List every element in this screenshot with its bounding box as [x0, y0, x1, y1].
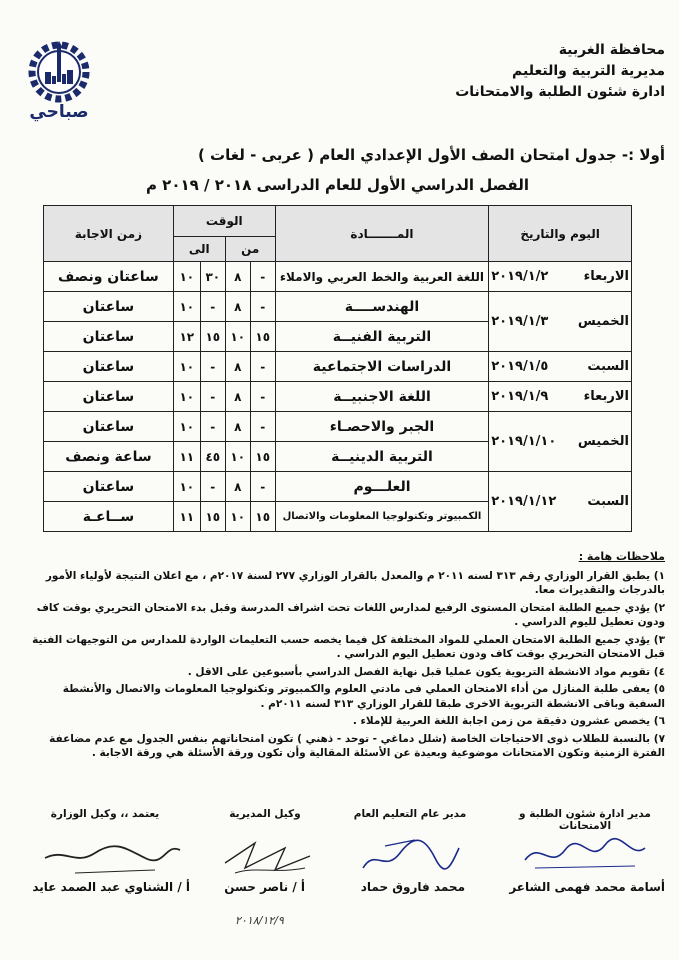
subject-cell: الدراسات الاجتماعية: [275, 352, 489, 382]
duration-cell: ساعتان ونصف: [44, 262, 174, 292]
day-label: الخميس: [577, 434, 629, 449]
from-minute: -: [250, 472, 275, 502]
subject-cell: اللغة الاجنبيــة: [275, 382, 489, 412]
subject-cell: العلـــوم: [275, 472, 489, 502]
to-minute: ١٥: [200, 322, 225, 352]
to-hour: ١٠: [173, 292, 200, 322]
to-hour: ١٠: [173, 472, 200, 502]
day-date-cell: [489, 382, 632, 412]
table-row: [44, 382, 632, 412]
to-minute: -: [200, 352, 225, 382]
from-hour: ١٠: [225, 322, 250, 352]
from-minute: -: [250, 292, 275, 322]
day-date-cell: [489, 412, 632, 472]
date-label: ٢٠١٩/١/١٠: [491, 434, 557, 449]
header-time: الوقت: [173, 206, 275, 237]
duration-cell: ســاعـة: [44, 502, 174, 532]
from-hour: ٨: [225, 382, 250, 412]
notes-section: [30, 550, 665, 764]
from-minute: ١٥: [250, 502, 275, 532]
day-date-cell: [489, 292, 632, 352]
date-label: ٢٠١٩/١/٣: [491, 314, 549, 329]
table-row: [44, 262, 632, 292]
header-to: الى: [173, 237, 225, 262]
header-day-date: اليوم والتاريخ: [489, 206, 632, 262]
header-subject: المـــــــادة: [275, 206, 489, 262]
subject-cell: الجبر والاحصـاء: [275, 412, 489, 442]
from-minute: -: [250, 382, 275, 412]
day-label: الخميس: [577, 314, 629, 329]
day-date-cell: [489, 262, 632, 292]
to-minute: ٤٥: [200, 442, 225, 472]
to-minute: -: [200, 412, 225, 442]
signature-title: يعتمد ،، وكيل الوزارة: [50, 808, 160, 820]
signature-student-affairs: [505, 808, 665, 894]
subject-cell: الكمبيوتر وتكنولوجيا المعلومات والاتصال: [275, 502, 489, 532]
from-minute: -: [250, 262, 275, 292]
duration-cell: ساعتان: [44, 382, 174, 412]
subject-cell: اللغة العربية والخط العربي والاملاء: [275, 262, 489, 292]
to-minute: -: [200, 382, 225, 412]
note-item: ١) يطبق القرار الوزاري رقم ٣١٣ لسنه ٢٠١١ م والمعدل بالقرار الوزاري ٢٧٧ لسنة ٢٠١٧م ، مع اعلان النتيجة لأولياء الأمور بالدرجات والتقديرات معا.: [45, 569, 665, 596]
note-item: ٦) يخصص عشرون دقيقة من زمن اجابة اللغة العربية للإملاء .: [352, 715, 665, 727]
header-from: من: [225, 237, 275, 262]
subject-cell: التربية الفنيــة: [275, 322, 489, 352]
to-hour: ١٢: [173, 322, 200, 352]
duration-cell: ساعة ونصف: [44, 442, 174, 472]
to-minute: -: [200, 292, 225, 322]
header-duration: زمن الاجابة: [44, 206, 174, 262]
duration-cell: ساعتان: [44, 292, 174, 322]
from-hour: ٨: [225, 262, 250, 292]
note-item: ٥) يعفى طلبة المنازل من أداء الامتحان العملي فى مادتي العلوم والكمبيوتر وتكنولوجيا المعلومات والاتصال والأنشطة السفية وباقى الانشطة التربوية الاخرى طبقا للقرار الوزاري ٣١٣ لسنه ٢٠١١م .: [62, 683, 665, 710]
signature-name: أ / ناصر حسن: [224, 880, 305, 894]
signature-title: وكيل المديرية: [229, 808, 301, 820]
to-minute: ١٥: [200, 502, 225, 532]
signature-name: أسامة محمد فهمى الشاعر: [509, 880, 665, 894]
from-minute: ١٥: [250, 322, 275, 352]
directorate-label: مديرية التربية والتعليم: [512, 63, 665, 79]
date-label: ٢٠١٩/١/١٢: [491, 494, 557, 509]
note-item: ٣) يؤدي جميع الطلبة الامتحان العملي للمواد المختلفة كل فيما يخصه حسب التعليمات الواردة للمدارس من التوجيهات الفنية قبل الامتحان التحريري بوقت كاف ودون تعطيل اليوم الدراسي .: [32, 633, 665, 660]
duration-cell: ساعتان: [44, 472, 174, 502]
handwritten-date: ٢٠١٨/١٢/٩: [235, 914, 284, 927]
to-minute: ٣٠: [200, 262, 225, 292]
from-hour: ٨: [225, 352, 250, 382]
schedule-title: أولا :- جدول امتحان الصف الأول الإعدادي العام ( عربى - لغات ): [197, 146, 665, 164]
logo: [20, 38, 98, 134]
signatures-block: [14, 808, 665, 928]
from-minute: -: [250, 412, 275, 442]
to-hour: ١١: [173, 442, 200, 472]
signature-title: مدير عام التعليم العام: [353, 808, 467, 820]
from-hour: ٨: [225, 472, 250, 502]
to-hour: ١٠: [173, 352, 200, 382]
governorate-label: محافظة الغربية: [558, 42, 665, 58]
signature-undersecretary: [15, 808, 195, 894]
duration-cell: ساعتان: [44, 322, 174, 352]
notes-heading: ملاحظات هامة :: [578, 550, 665, 563]
note-item: ٧) بالنسبة للطلاب ذوى الاحتياجات الخاصة (شلل دماغي - توحد - ذهني ) تكون امتحاناتهم بنفس الجدول مع عدم مضاعفة الفترة الزمنية وتكون الامتحانات موضوعية وبعيدة عن الأسئلة المقالية وأن تكون ورقة الأسئلة هي ورقة الاجابة .: [49, 732, 665, 759]
day-label: السبت: [587, 359, 629, 374]
handwritten-signature-icon: [355, 828, 465, 880]
administration-label: ادارة شئون الطلبة والامتحانات: [455, 84, 665, 100]
to-minute: -: [200, 472, 225, 502]
header-block: [455, 40, 665, 103]
from-hour: ١٠: [225, 502, 250, 532]
handwritten-signature-icon: [515, 830, 655, 880]
from-hour: ٨: [225, 292, 250, 322]
gear-cityscape-logo-icon: [27, 38, 91, 104]
signature-name: محمد فاروق حماد: [360, 880, 465, 894]
handwritten-signature-icon: [215, 828, 315, 880]
date-label: ٢٠١٩/١/٢: [491, 269, 549, 284]
day-date-cell: [489, 472, 632, 532]
from-hour: ١٠: [225, 442, 250, 472]
table-row: [44, 292, 632, 322]
table-row: [44, 412, 632, 442]
table-row: [44, 472, 632, 502]
term-title: الفصل الدراسي الأول للعام الدراسى ٢٠١٨ / ٢٠١٩ م: [145, 176, 529, 194]
signature-name: أ / الشناوي عبد الصمد عايد: [32, 880, 190, 894]
date-label: ٢٠١٩/١/٩: [491, 389, 549, 404]
subject-cell: الهندســــة: [275, 292, 489, 322]
day-label: الاربعاء: [583, 269, 629, 284]
subject-cell: التربية الدينيــة: [275, 442, 489, 472]
signature-general-education: [345, 808, 475, 894]
from-minute: -: [250, 352, 275, 382]
exam-schedule-table: [43, 205, 632, 532]
signature-deputy-directorate: [210, 808, 320, 894]
day-label: الاربعاء: [583, 389, 629, 404]
day-label: السبت: [587, 494, 629, 509]
from-hour: ٨: [225, 412, 250, 442]
duration-cell: ساعتان: [44, 352, 174, 382]
note-item: ٢) يؤدي جميع الطلبة امتحان المستوى الرفيع لمدارس اللغات تحت اشراف المدرسة وقبل بدء الامتحان التحريري بوقت كاف ودون تعطيل لليوم الدراسي .: [36, 601, 665, 628]
date-label: ٢٠١٩/١/٥: [491, 359, 549, 374]
to-hour: ١٠: [173, 262, 200, 292]
table-row: [44, 352, 632, 382]
day-date-cell: [489, 352, 632, 382]
to-hour: ١٠: [173, 412, 200, 442]
handwritten-signature-icon: [35, 828, 185, 880]
to-hour: ١١: [173, 502, 200, 532]
duration-cell: ساعتان: [44, 412, 174, 442]
note-item: ٤) تقويم مواد الانشطة التربوية يكون عمليا قبل نهاية الفصل الدراسي بأسبوعين على الاقل .: [187, 665, 665, 678]
signature-title: مدير ادارة شئون الطلبة و الامتحانات: [519, 808, 651, 832]
from-minute: ١٥: [250, 442, 275, 472]
logo-name: صباحي: [29, 102, 89, 122]
to-hour: ١٠: [173, 382, 200, 412]
